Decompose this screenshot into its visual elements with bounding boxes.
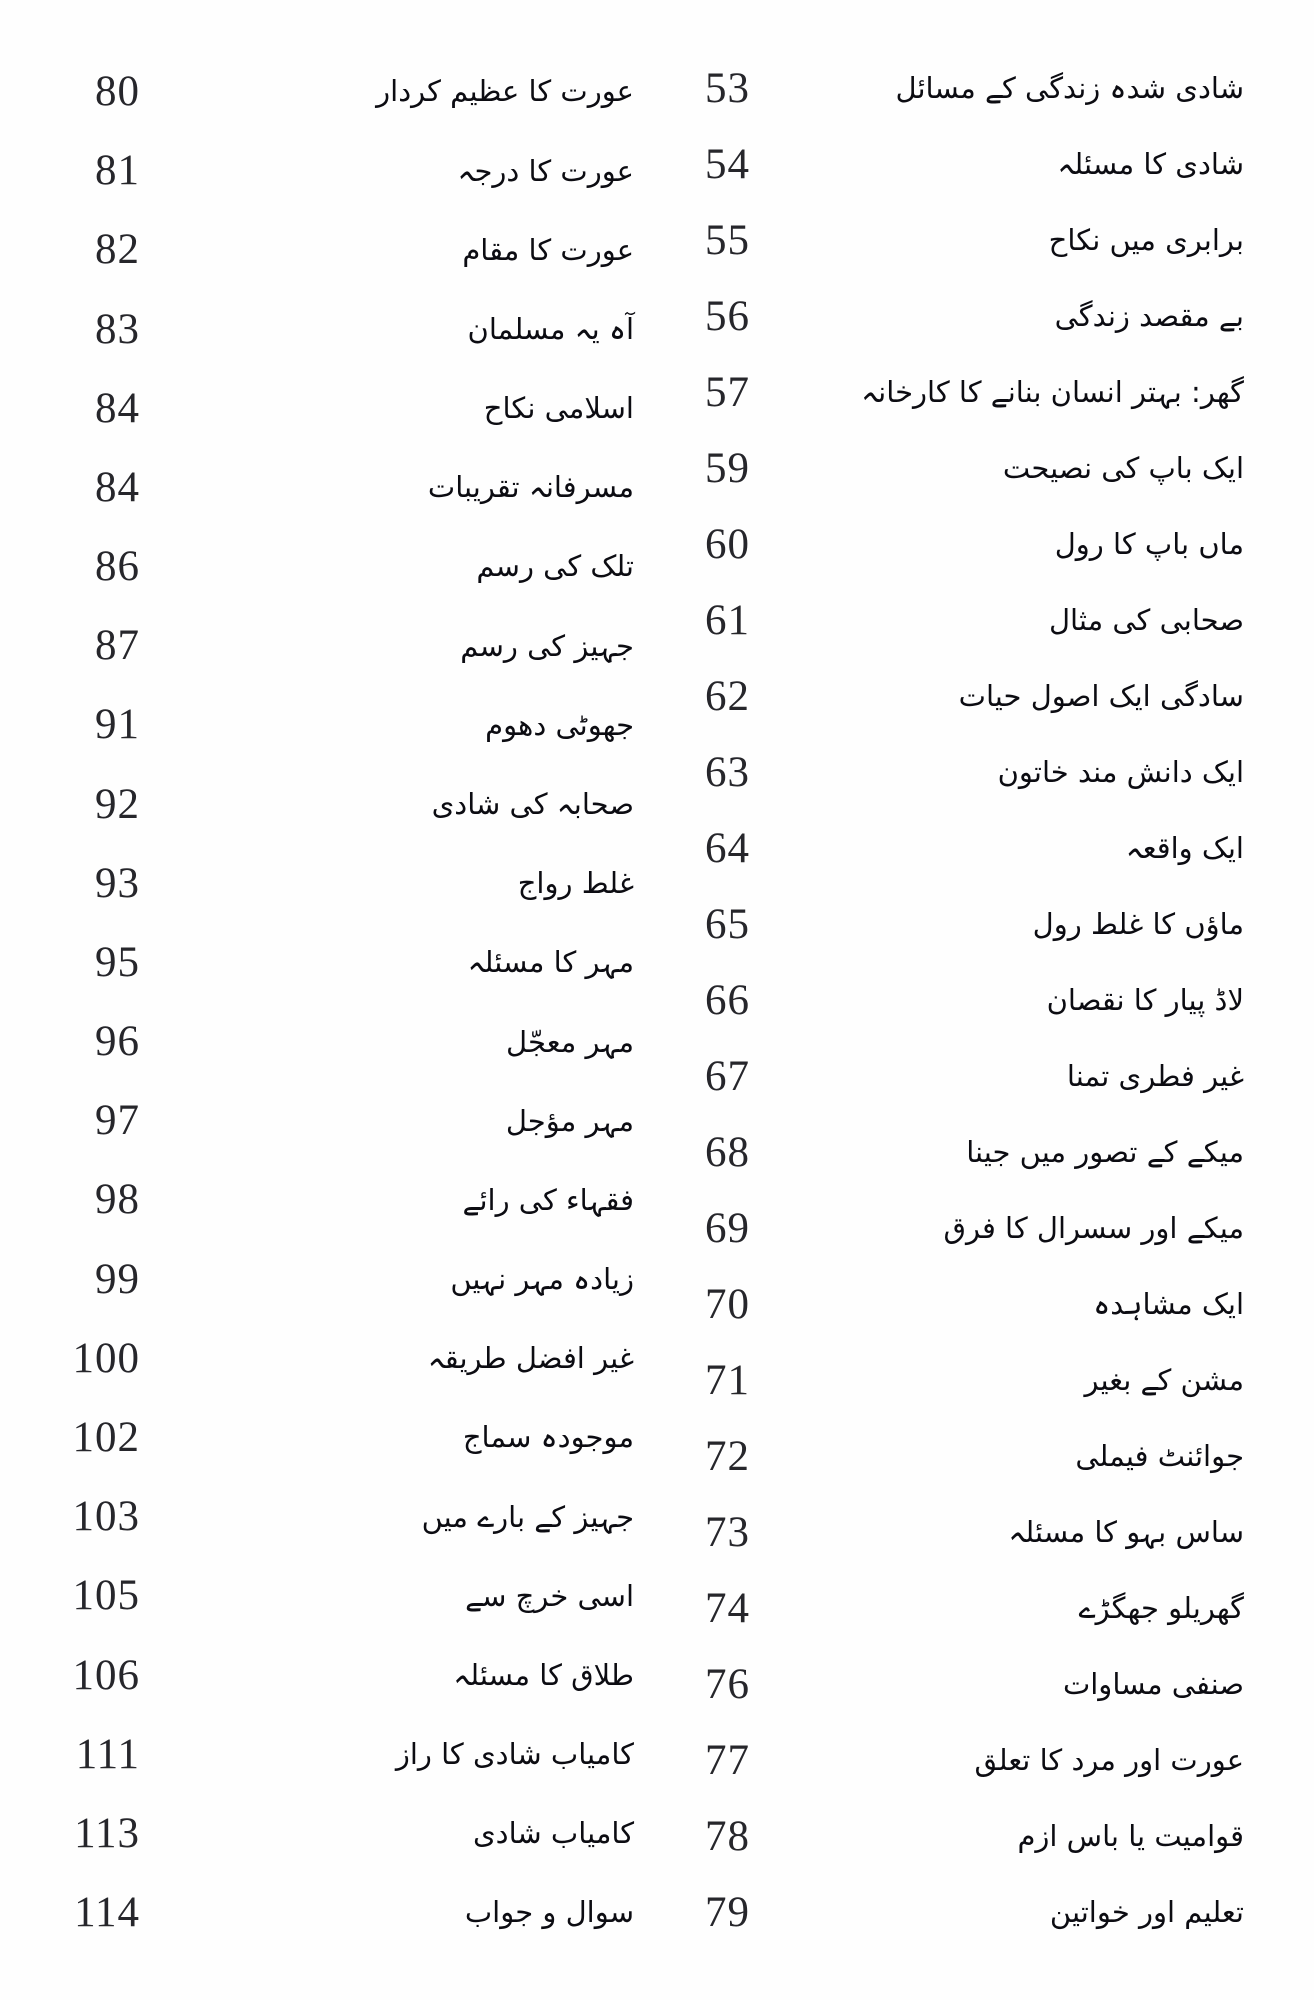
toc-row <box>64 1002 638 1081</box>
chapter-title: میکے کے تصور میں جینا <box>966 1134 1244 1169</box>
chapter-title: مسرفانہ تقریبات <box>427 470 634 505</box>
toc-row <box>64 1477 638 1556</box>
page-number: 74 <box>705 1584 750 1632</box>
page-number: 96 <box>95 1018 140 1066</box>
page-number: 67 <box>705 1052 750 1100</box>
page-number: 60 <box>705 520 750 568</box>
page-number: 77 <box>705 1736 750 1784</box>
chapter-title: اسلامی نکاح <box>483 391 634 426</box>
toc-row <box>660 810 1248 886</box>
toc-row <box>64 290 638 369</box>
toc-row <box>660 278 1248 354</box>
chapter-title: بے مقصد زندگی <box>1054 298 1244 333</box>
page-number: 73 <box>705 1508 750 1556</box>
toc-row <box>660 50 1248 126</box>
page-number: 62 <box>705 672 750 720</box>
page-number: 66 <box>705 976 750 1024</box>
toc-row <box>64 52 638 131</box>
page-number: 81 <box>95 147 140 195</box>
page-number: 53 <box>705 64 750 112</box>
toc-row <box>660 734 1248 810</box>
chapter-title: عورت کا مقام <box>462 232 634 267</box>
chapter-title: موجودہ سماج <box>462 1420 634 1455</box>
page-number: 93 <box>95 859 140 907</box>
page-number: 113 <box>74 1809 140 1857</box>
toc-row <box>64 1715 638 1794</box>
page-number: 87 <box>95 622 140 670</box>
toc-row <box>64 527 638 606</box>
chapter-title: عورت کا عظیم کردار <box>376 74 634 109</box>
toc-row <box>660 582 1248 658</box>
page-number: 95 <box>95 938 140 986</box>
page-number: 57 <box>705 368 750 416</box>
toc-row <box>64 131 638 210</box>
toc-row <box>660 1342 1248 1418</box>
page-number: 92 <box>95 780 140 828</box>
toc-column-pages-53-79 <box>660 50 1248 1950</box>
toc-row <box>64 923 638 1002</box>
chapter-title: مشن کے بغیر <box>1084 1362 1244 1397</box>
chapter-title: برابری میں نکاح <box>1048 222 1244 257</box>
chapter-title: گھریلو جھگڑے <box>1078 1590 1244 1625</box>
toc-row <box>660 1798 1248 1874</box>
chapter-title: صحابی کی مثال <box>1048 602 1244 637</box>
page-number: 64 <box>705 824 750 872</box>
page-number: 80 <box>95 68 140 116</box>
chapter-title: ماں باپ کا رول <box>1054 526 1244 561</box>
page-number: 54 <box>705 140 750 188</box>
page-number: 86 <box>95 543 140 591</box>
page-number: 84 <box>95 384 140 432</box>
chapter-title: جوائنٹ فیملی <box>1075 1438 1244 1473</box>
chapter-title: اسی خرچ سے <box>465 1578 634 1613</box>
page-number: 56 <box>705 292 750 340</box>
page-number: 65 <box>705 900 750 948</box>
chapter-title: غیر فطری تمنا <box>1066 1058 1244 1093</box>
page-number: 82 <box>95 226 140 274</box>
chapter-title: غیر افضل طریقہ <box>427 1341 634 1376</box>
chapter-title: قوامیت یا باس ازم <box>1017 1818 1244 1853</box>
toc-row <box>660 1190 1248 1266</box>
page-number: 114 <box>74 1889 140 1937</box>
chapter-title: ایک واقعہ <box>1125 830 1244 865</box>
toc-row <box>660 1266 1248 1342</box>
toc-row <box>64 369 638 448</box>
toc-row <box>660 1038 1248 1114</box>
toc-column-pages-80-114 <box>64 52 638 1952</box>
toc-row <box>64 765 638 844</box>
chapter-title: غلط رواج <box>517 866 634 901</box>
toc-row <box>64 606 638 685</box>
page-number: 63 <box>705 748 750 796</box>
toc-row <box>660 886 1248 962</box>
toc-row <box>660 1874 1248 1950</box>
page-number: 70 <box>705 1280 750 1328</box>
toc-row <box>64 1635 638 1714</box>
toc-row <box>64 685 638 764</box>
page-number: 84 <box>95 463 140 511</box>
toc-row <box>660 1418 1248 1494</box>
toc-row <box>64 1398 638 1477</box>
chapter-title: زیادہ مہر نہیں <box>450 1262 634 1297</box>
toc-row <box>660 1646 1248 1722</box>
toc-row <box>64 1873 638 1952</box>
page-number: 97 <box>95 1097 140 1145</box>
chapter-title: تلک کی رسم <box>476 549 634 584</box>
page-number: 78 <box>705 1812 750 1860</box>
chapter-title: لاڈ پیار کا نقصان <box>1046 982 1244 1017</box>
chapter-title: جہیز کے بارے میں <box>421 1499 634 1534</box>
toc-row <box>660 506 1248 582</box>
chapter-title: ایک مشاہدہ <box>1093 1286 1244 1321</box>
page-number: 71 <box>705 1356 750 1404</box>
toc-row <box>660 430 1248 506</box>
page-number: 72 <box>705 1432 750 1480</box>
page-number: 68 <box>705 1128 750 1176</box>
page-number: 103 <box>72 1493 140 1541</box>
toc-row <box>64 1556 638 1635</box>
chapter-title: جہیز کی رسم <box>460 628 634 663</box>
toc-row <box>660 1570 1248 1646</box>
toc-row <box>64 1794 638 1873</box>
toc-row <box>660 202 1248 278</box>
toc-row <box>64 448 638 527</box>
chapter-title: گھر: بہتر انسان بنانے کا کارخانہ <box>861 374 1244 409</box>
toc-row <box>64 844 638 923</box>
chapter-title: کامیاب شادی کا راز <box>395 1737 634 1772</box>
chapter-title: سوال و جواب <box>464 1895 634 1930</box>
chapter-title: صحابہ کی شادی <box>431 787 634 821</box>
chapter-title: مہر کا مسئلہ <box>467 945 634 980</box>
chapter-title: تعلیم اور خواتین <box>1049 1894 1244 1929</box>
chapter-title: میکے اور سسرال کا فرق <box>943 1210 1244 1245</box>
toc-row <box>660 658 1248 734</box>
chapter-title: طلاق کا مسئلہ <box>453 1657 634 1692</box>
toc-row <box>64 1319 638 1398</box>
toc-row <box>64 1240 638 1319</box>
chapter-title: جھوٹی دھوم <box>485 707 634 742</box>
chapter-title: آہ یہ مسلمان <box>467 311 634 346</box>
toc-row <box>64 210 638 289</box>
toc-row <box>660 1494 1248 1570</box>
page-number: 98 <box>95 1176 140 1224</box>
page-number: 55 <box>705 216 750 264</box>
page-number: 102 <box>72 1414 140 1461</box>
page-number: 59 <box>705 444 750 492</box>
chapter-title: شادی کا مسئلہ <box>1057 146 1244 181</box>
page-number: 100 <box>72 1334 140 1382</box>
chapter-title: عورت کا درجہ <box>457 153 634 188</box>
toc-row <box>660 126 1248 202</box>
chapter-title: ایک باپ کی نصیحت <box>1002 450 1244 485</box>
chapter-title: فقہاء کی رائے <box>462 1182 634 1217</box>
chapter-title: شادی شدہ زندگی کے مسائل <box>895 70 1244 105</box>
toc-row <box>64 1081 638 1160</box>
toc-row <box>660 354 1248 430</box>
chapter-title: سادگی ایک اصول حیات <box>958 678 1244 713</box>
toc-row <box>660 1722 1248 1798</box>
chapter-title: ایک دانش مند خاتون <box>997 754 1244 789</box>
chapter-title: مہر مؤجل <box>505 1103 634 1138</box>
page-number: 105 <box>72 1572 140 1620</box>
page-number: 91 <box>95 701 140 749</box>
chapter-title: مہر معجّل <box>506 1024 634 1059</box>
page-number: 61 <box>705 596 750 644</box>
page-number: 111 <box>75 1730 140 1778</box>
page-number: 69 <box>705 1204 750 1252</box>
page-number: 79 <box>705 1888 750 1936</box>
page-number: 106 <box>72 1651 140 1699</box>
chapter-title: عورت اور مرد کا تعلق <box>974 1742 1244 1777</box>
page-number: 99 <box>95 1255 140 1303</box>
chapter-title: کامیاب شادی <box>472 1816 634 1851</box>
toc-row <box>64 1160 638 1239</box>
chapter-title: ماؤں کا غلط رول <box>1032 906 1244 941</box>
toc-row <box>660 1114 1248 1190</box>
toc-row <box>660 962 1248 1038</box>
page-number: 83 <box>95 305 140 353</box>
chapter-title: صنفی مساوات <box>1062 1666 1244 1701</box>
page-number: 76 <box>705 1660 750 1708</box>
chapter-title: ساس بہو کا مسئلہ <box>1008 1514 1244 1549</box>
